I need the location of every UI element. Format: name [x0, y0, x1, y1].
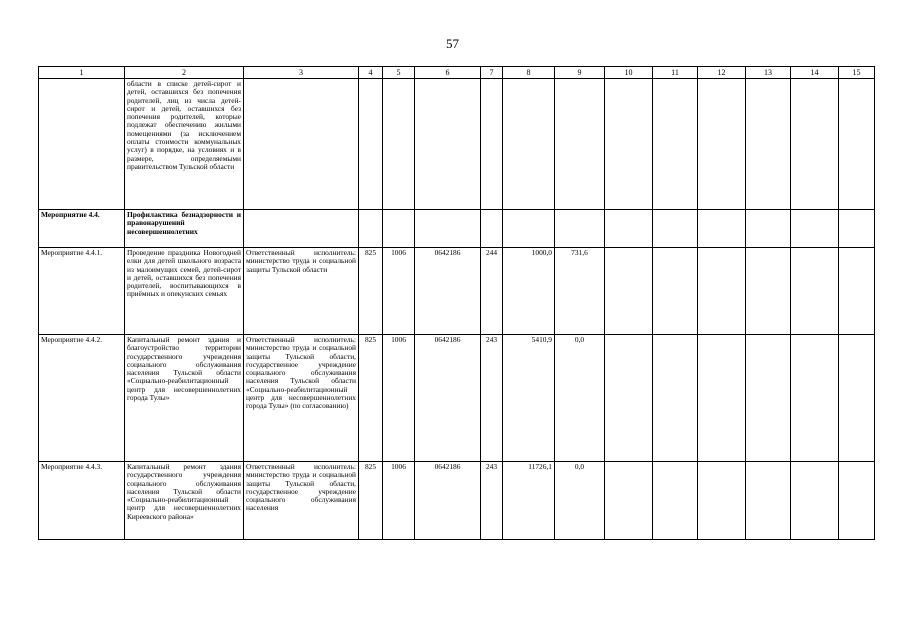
section-code: 1006	[383, 248, 415, 335]
empty-cell	[791, 335, 839, 462]
measure-code: Мероприятие 4.4.	[39, 210, 125, 248]
expense-type: 244	[481, 248, 503, 335]
empty-cell	[791, 210, 839, 248]
target-code	[415, 210, 481, 248]
measure-description: Проведение праздника Новогодней елки для детей школьного возраста из малоимущих семей, детей-сирот и детей, оставшихся без попечения родителей, воспитывающихся в приёмных и опекунских семьях	[125, 248, 244, 335]
empty-cell	[839, 79, 875, 210]
expense-type: 243	[481, 462, 503, 540]
table-row	[39, 248, 875, 335]
column-header: 15	[839, 67, 875, 79]
empty-cell	[653, 335, 698, 462]
empty-cell	[746, 79, 791, 210]
empty-cell	[653, 248, 698, 335]
target-code: 0642186	[415, 248, 481, 335]
ministry-code	[359, 210, 383, 248]
column-header: 5	[383, 67, 415, 79]
expense-type: 243	[481, 335, 503, 462]
executor	[244, 210, 359, 248]
measure-code: Мероприятие 4.4.2.	[39, 335, 125, 462]
table-row	[39, 335, 875, 462]
empty-cell	[698, 248, 746, 335]
column-header: 8	[503, 67, 555, 79]
column-header: 12	[698, 67, 746, 79]
empty-cell	[791, 462, 839, 540]
amount-executed	[555, 210, 605, 248]
ministry-code: 825	[359, 248, 383, 335]
table-row	[39, 210, 875, 248]
target-code	[415, 79, 481, 210]
measure-description: области в списке детей-сирот и детей, оставшихся без попечения родителей, лиц из числа детей-сирот и детей, оставшихся без попечения родителей, которые подлежат обеспечению жилыми помещениями (за исключением оплаты стоимости коммунальных услуг) в порядке, на условиях и в размере, определяемыми правительством Тульской области	[125, 79, 244, 210]
executor: Ответственный исполнитель: министерство труда и социальной защиты Тульской области, государственное учреждение социального обслуживания населения	[244, 462, 359, 540]
empty-cell	[746, 210, 791, 248]
column-header: 14	[791, 67, 839, 79]
budget-table	[38, 66, 875, 540]
empty-cell	[791, 248, 839, 335]
empty-cell	[791, 79, 839, 210]
table-row	[39, 79, 875, 210]
page-number: 57	[446, 36, 459, 51]
empty-cell	[605, 79, 653, 210]
column-header: 4	[359, 67, 383, 79]
column-header: 13	[746, 67, 791, 79]
empty-cell	[746, 462, 791, 540]
table-row	[39, 462, 875, 540]
empty-cell	[653, 79, 698, 210]
empty-cell	[746, 335, 791, 462]
measure-description: Профилактика безнадзорности и правонарушений несовершеннолетних	[125, 210, 244, 248]
amount: 5410,9	[503, 335, 555, 462]
empty-cell	[698, 462, 746, 540]
measure-description: Капитальный ремонт здания государственного учреждения социального обслуживания населения Тульской области «Социально-реабилитационный центр для несовершеннолетних Киреевского района»	[125, 462, 244, 540]
empty-cell	[698, 210, 746, 248]
section-code	[383, 210, 415, 248]
ministry-code	[359, 79, 383, 210]
empty-cell	[839, 248, 875, 335]
measure-description: Капитальный ремонт здания и благоустройство территории государственного учреждения социального обслуживания населения Тульской области «Социально-реабилитационный центр для несовершеннолетних города Тулы»	[125, 335, 244, 462]
amount: 11726,1	[503, 462, 555, 540]
column-header: 9	[555, 67, 605, 79]
target-code: 0642186	[415, 462, 481, 540]
amount	[503, 79, 555, 210]
empty-cell	[746, 248, 791, 335]
executor: Ответственный исполнитель: министерство труда и социальной защиты Тульской области	[244, 248, 359, 335]
section-code	[383, 79, 415, 210]
empty-cell	[698, 335, 746, 462]
empty-cell	[605, 335, 653, 462]
column-header-row	[39, 67, 875, 79]
amount-executed: 0,0	[555, 462, 605, 540]
amount-executed: 0,0	[555, 335, 605, 462]
ministry-code: 825	[359, 335, 383, 462]
column-header: 2	[125, 67, 244, 79]
empty-cell	[605, 248, 653, 335]
section-code: 1006	[383, 462, 415, 540]
empty-cell	[698, 79, 746, 210]
column-header: 10	[605, 67, 653, 79]
column-header: 7	[481, 67, 503, 79]
expense-type	[481, 210, 503, 248]
empty-cell	[605, 462, 653, 540]
target-code: 0642186	[415, 335, 481, 462]
section-code: 1006	[383, 335, 415, 462]
expense-type	[481, 79, 503, 210]
amount-executed	[555, 79, 605, 210]
executor: Ответственный исполнитель: министерство труда и социальной защиты Тульской области, государственное учреждение социального обслуживания населения Тульской области «Социально-реабилитационный центр для несовершеннолетних города Тулы» (по согласованию)	[244, 335, 359, 462]
column-header: 1	[39, 67, 125, 79]
amount-executed: 731,6	[555, 248, 605, 335]
empty-cell	[653, 462, 698, 540]
column-header: 3	[244, 67, 359, 79]
measure-code: Мероприятие 4.4.3.	[39, 462, 125, 540]
empty-cell	[839, 462, 875, 540]
empty-cell	[605, 210, 653, 248]
column-header: 11	[653, 67, 698, 79]
empty-cell	[839, 335, 875, 462]
empty-cell	[653, 210, 698, 248]
column-header: 6	[415, 67, 481, 79]
empty-cell	[839, 210, 875, 248]
ministry-code: 825	[359, 462, 383, 540]
measure-code	[39, 79, 125, 210]
amount: 1000,0	[503, 248, 555, 335]
executor	[244, 79, 359, 210]
amount	[503, 210, 555, 248]
measure-code: Мероприятие 4.4.1.	[39, 248, 125, 335]
